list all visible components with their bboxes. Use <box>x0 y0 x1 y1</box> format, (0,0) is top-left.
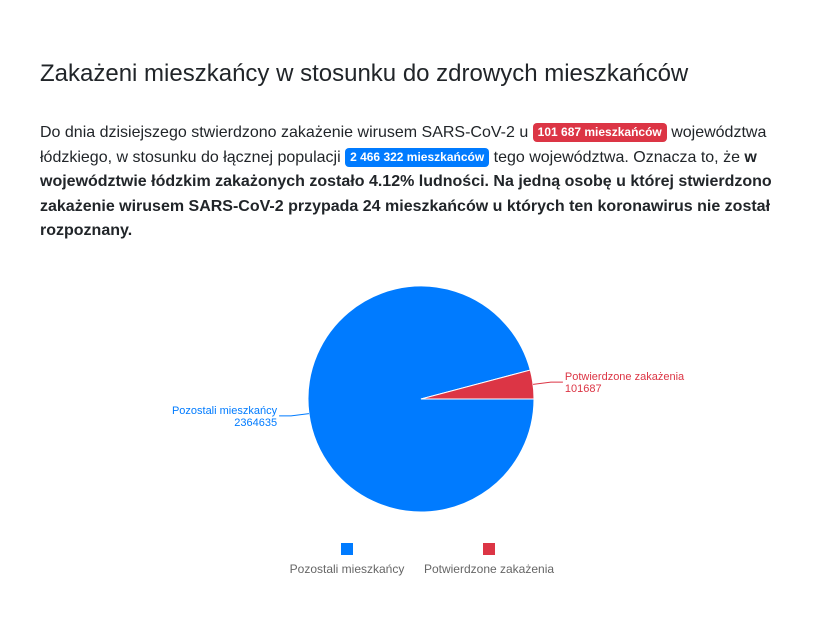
summary-part-2: województwa łódzkiego, w stosunku do łącznej populacji <box>40 124 767 166</box>
slice-value-potwierdzone-zakazenia: 101687 <box>564 383 602 396</box>
summary-part-3: tego województwa. Oznacza to, że <box>489 148 745 166</box>
label-line-pozostali-mieszkancy <box>279 414 309 416</box>
legend-swatch-pozostali-mieszkancy <box>341 543 353 555</box>
legend-label-pozostali-mieszkancy: Pozostali mieszkańcy <box>289 562 405 576</box>
label-line-potwierdzone-zakazenia <box>533 382 563 384</box>
population-count-badge: 2 466 322 mieszkańców <box>345 148 489 167</box>
slice-value-pozostali-mieszkancy: 2364635 <box>234 416 278 429</box>
slice-label-pozostali-mieszkancy: Pozostali mieszkańcy <box>171 404 278 417</box>
summary-conclusion: w województwie łódzkim zakażonych zostało 4.12% ludności. Na jedną osobę u której stwierdzono zakażenie wirusem SARS-CoV-2 przypada 24 mieszkańców u których ten koronawirus nie został rozpoznany. <box>40 148 772 239</box>
infected-count-badge: 101 687 mieszkańców <box>533 123 667 142</box>
legend-swatch-potwierdzone-zakazenia <box>483 543 495 555</box>
slice-label-potwierdzone-zakazenia: Potwierdzone zakażenia <box>564 371 685 384</box>
summary-part-1: Do dnia dzisiejszego stwierdzono zakażenie wirusem SARS-CoV-2 u <box>40 124 533 141</box>
legend-label-potwierdzone-zakazenia: Potwierdzone zakażenia <box>423 562 555 576</box>
page-title: Zakażeni mieszkańcy w stosunku do zdrowych mieszkańców <box>40 60 689 87</box>
